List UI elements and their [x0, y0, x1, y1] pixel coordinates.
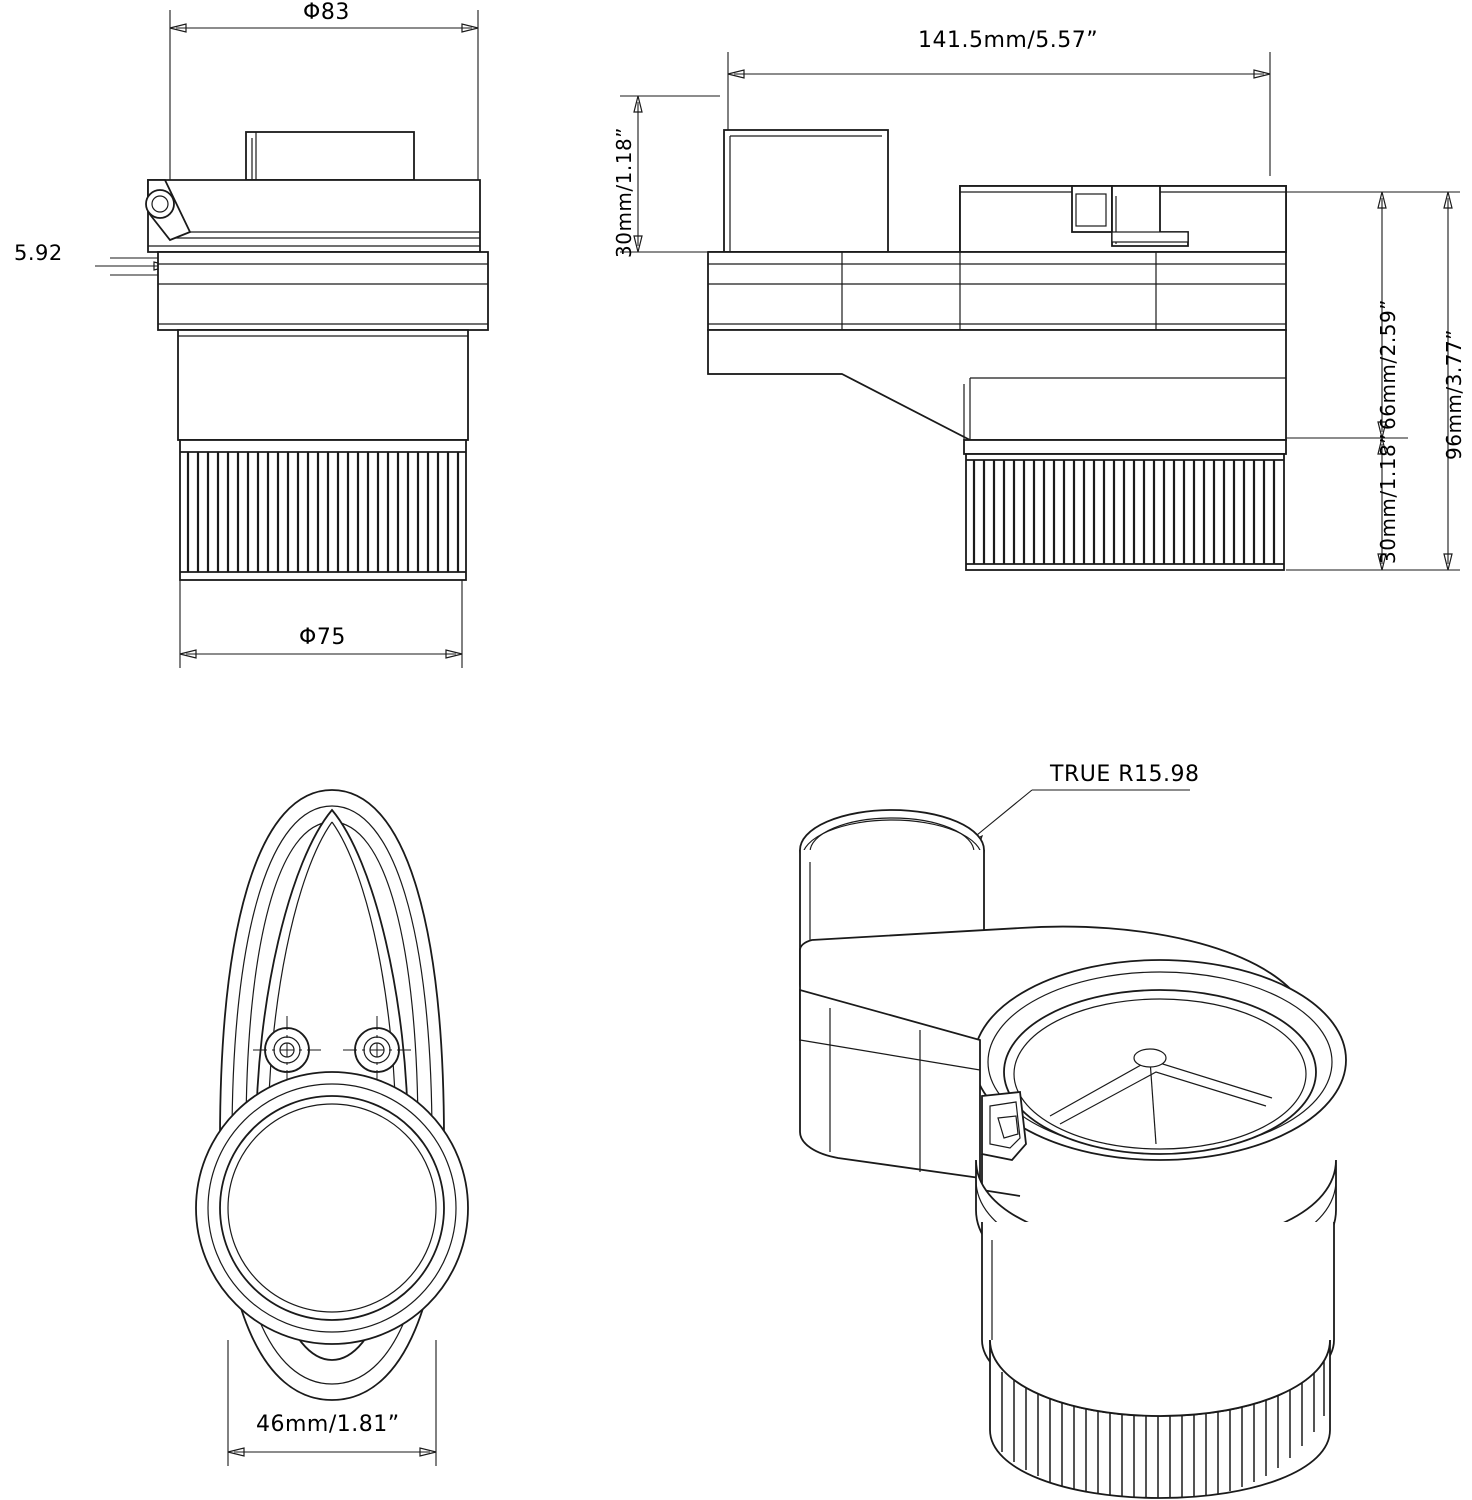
iso-outline — [800, 810, 1346, 1498]
dim-phi75-lines — [180, 580, 462, 668]
dim-phi83-label: Φ83 — [303, 0, 350, 25]
dim-1415-label: 141.5mm/5.57” — [918, 28, 1099, 53]
dim-96-label: 96mm/3.77” — [1442, 328, 1466, 460]
dim-46-label: 46mm/1.81” — [256, 1412, 400, 1437]
top-plan-view — [60, 740, 620, 1500]
dim-phi75-label: Φ75 — [299, 625, 346, 650]
front-view-outline — [146, 132, 488, 580]
front-elevation-view — [0, 0, 520, 700]
side-elevation-view — [560, 0, 1472, 700]
dim-true-r1598-label: TRUE R15.98 — [1050, 762, 1200, 787]
dim-66-label: 66mm/2.59” — [1376, 298, 1400, 430]
isometric-view — [720, 740, 1472, 1500]
dim-true-r1598-leader — [966, 790, 1190, 848]
side-view-outline — [708, 130, 1286, 570]
top-view-outline — [196, 790, 468, 1400]
dim-30-top-label: 30mm/1.18” — [612, 126, 636, 258]
dim-30-bottom-label: 30mm/1.18” — [1376, 432, 1400, 564]
dim-592-label: 5.92 — [14, 241, 63, 265]
